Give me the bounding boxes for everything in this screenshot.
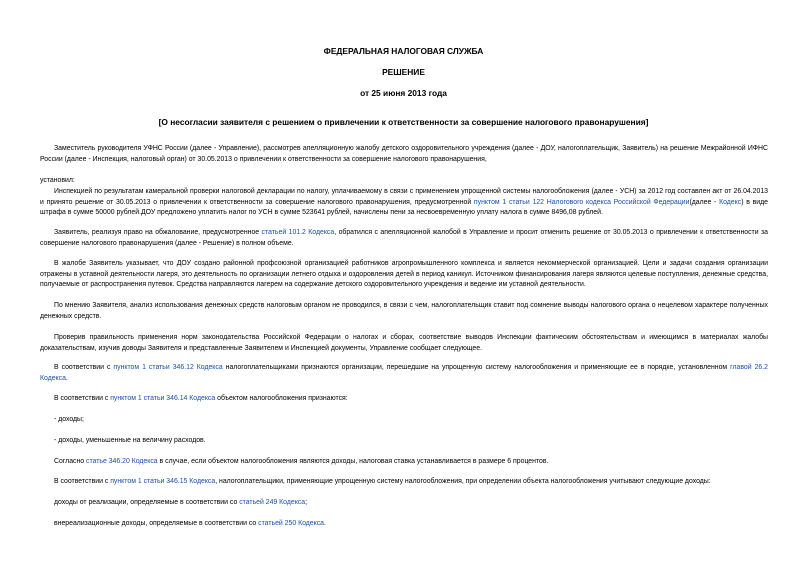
link-tax-code-art122[interactable]: пунктом 1 статьи 122 Налогового кодекса Российской Федерации <box>473 198 690 206</box>
paragraph-inspection <box>40 187 768 219</box>
text-span: . <box>65 374 68 382</box>
link-art346-14[interactable]: пунктом 1 статьи 346.14 Кодекса <box>110 395 216 402</box>
document-type: РЕШЕНИЕ <box>382 67 425 77</box>
text-span: , обратился с апелляционной жалобой в Управление и просит отменить решение от 30.05.2013 о привлечении к ответственности за совершение налогового правонарушения (далее - Решение) в полном объеме. <box>40 229 768 247</box>
text-span: В соответствии с <box>54 364 114 371</box>
link-art346-20[interactable]: статье 346.20 Кодекса <box>86 458 158 465</box>
paragraph-opinion: По мнению Заявителя, анализ использования денежных средств налоговым органом не проводился, в связи с чем, налогоплательщик ставит под сомнение выводы налогового органа о нецелевом характере полученных денежных средств. <box>40 302 768 320</box>
list-item-income: - доходы; <box>54 416 84 423</box>
text-span: . <box>324 520 326 527</box>
link-code[interactable]: Кодекс <box>719 198 742 206</box>
text-span: внереализационные доходы, определяемые в соответствии со <box>54 520 259 527</box>
paragraph-intro: Заместитель руководителя УФНС России (далее - Управление), рассмотрев апелляционную жалобу детского оздоровительного учреждения (далее - ДОУ, налогоплательщик, Заявитель) на решение Межрайонной ИФНС России (далее - Инспекция, налоговый орган) от 30.05.2013 о привлечении к ответственности за совершение налогового правонарушения, <box>40 145 768 163</box>
list-item-income-less-expenses: - доходы, уменьшенные на величину расходов. <box>54 437 206 444</box>
link-art101-2[interactable]: статьей 101.2 Кодекса <box>261 229 335 236</box>
text-span: , налогоплательщики, применяющие упрощенную систему налогообложения, при определении объекта налогообложения учитывают следующие доходы: <box>215 478 711 485</box>
paragraph-appeal <box>40 228 768 249</box>
agency-title: ФЕДЕРАЛЬНАЯ НАЛОГОВАЯ СЛУЖБА <box>323 46 484 56</box>
text-span: В соответствии с <box>54 478 111 485</box>
text-span: ) в виде штрафа в сумме 50000 рублей.ДОУ предложено уплатить налог по УСН в сумме 523641 рублей, начислены пени за несвоевременную уплату налога в сумме 8496,08 рублей. <box>40 198 768 217</box>
paragraph-object <box>40 394 768 405</box>
document-date: от 25 июня 2013 года <box>360 88 447 98</box>
paragraph-incomes <box>40 477 768 488</box>
link-art250[interactable]: статьей 250 Кодекса <box>258 520 324 527</box>
paragraph-taxpayers <box>40 363 768 384</box>
link-chapter26-2[interactable]: главой 26.2 Кодекса <box>40 364 768 382</box>
text-span: объектом налогообложения признаются: <box>215 395 348 402</box>
text-span: В соответствии с <box>54 395 111 402</box>
link-art249[interactable]: статьей 249 Кодекса <box>239 499 306 506</box>
paragraph-sales-income <box>40 498 768 509</box>
link-art346-15[interactable]: пунктом 1 статьи 346.15 Кодекса <box>110 478 216 485</box>
link-art346-12[interactable]: пунктом 1 статьи 346.12 Кодекса <box>113 364 223 371</box>
text-span: Согласно <box>54 458 87 465</box>
text-span: налогоплательщиками признаются организации, перешедшие на упрощенную систему налогообложения и применяющие ее в порядке, установленном <box>222 364 731 371</box>
text-span: ; <box>305 499 307 506</box>
text-span: (далее - <box>689 198 720 206</box>
text-span: Заявитель, реализуя право на обжалование, предусмотренное <box>54 229 262 236</box>
text-span: Инспекцией по результатам камеральной проверки налоговой декларации по налогу, уплачиваемому в связи с применением упрощенной системы налогообложения (далее - УСН) за 2012 год составлен акт от 26.04.2013 и принято решение от 30.05.2013 о привлечении к ответственности за совершение налогового правонарушения, предусмотренной <box>40 188 768 206</box>
paragraph-established: установил: <box>40 177 75 184</box>
text-span: в случае, если объектом налогообложения являются доходы, налоговая ставка устанавливается в размере 6 процентов. <box>157 458 549 465</box>
paragraph-rate <box>40 457 768 468</box>
text-span: доходы от реализации, определяемые в соответствии со <box>54 499 240 506</box>
paragraph-complaint: В жалобе Заявитель указывает, что ДОУ создано районной профсоюзной организацией работников агропромышленного комплекса и является некоммерческой организацией. Цели и задачи создания организации отражены в уставной деятельности лагеря, это деятельность по организации летнего отдыха и оздоровления детей в период каникул. Источником финансирования лагеря являются целевые поступления, денежные средства, получаемые от распространения путевок. Средства направляются лагерем на содержание детского оздоровительного учреждения и ведение им уставной деятельности. <box>40 260 768 289</box>
paragraph-nonoperating-income <box>40 519 768 530</box>
paragraph-verification: Проверив правильность применения норм законодательства Российской Федерации о налогах и сборах, соответствие выводов Инспекции фактическим обстоятельствам и имеющимся в материалах жалобы доказательствам, изучив доводы Заявителя и представленные Заявителем и Инспекцией документы, Управление сообщает следующее. <box>40 334 768 352</box>
document-subject: [О несогласии заявителя с решением о привлечении к ответственности за совершение налогового правонарушения] <box>158 117 649 127</box>
